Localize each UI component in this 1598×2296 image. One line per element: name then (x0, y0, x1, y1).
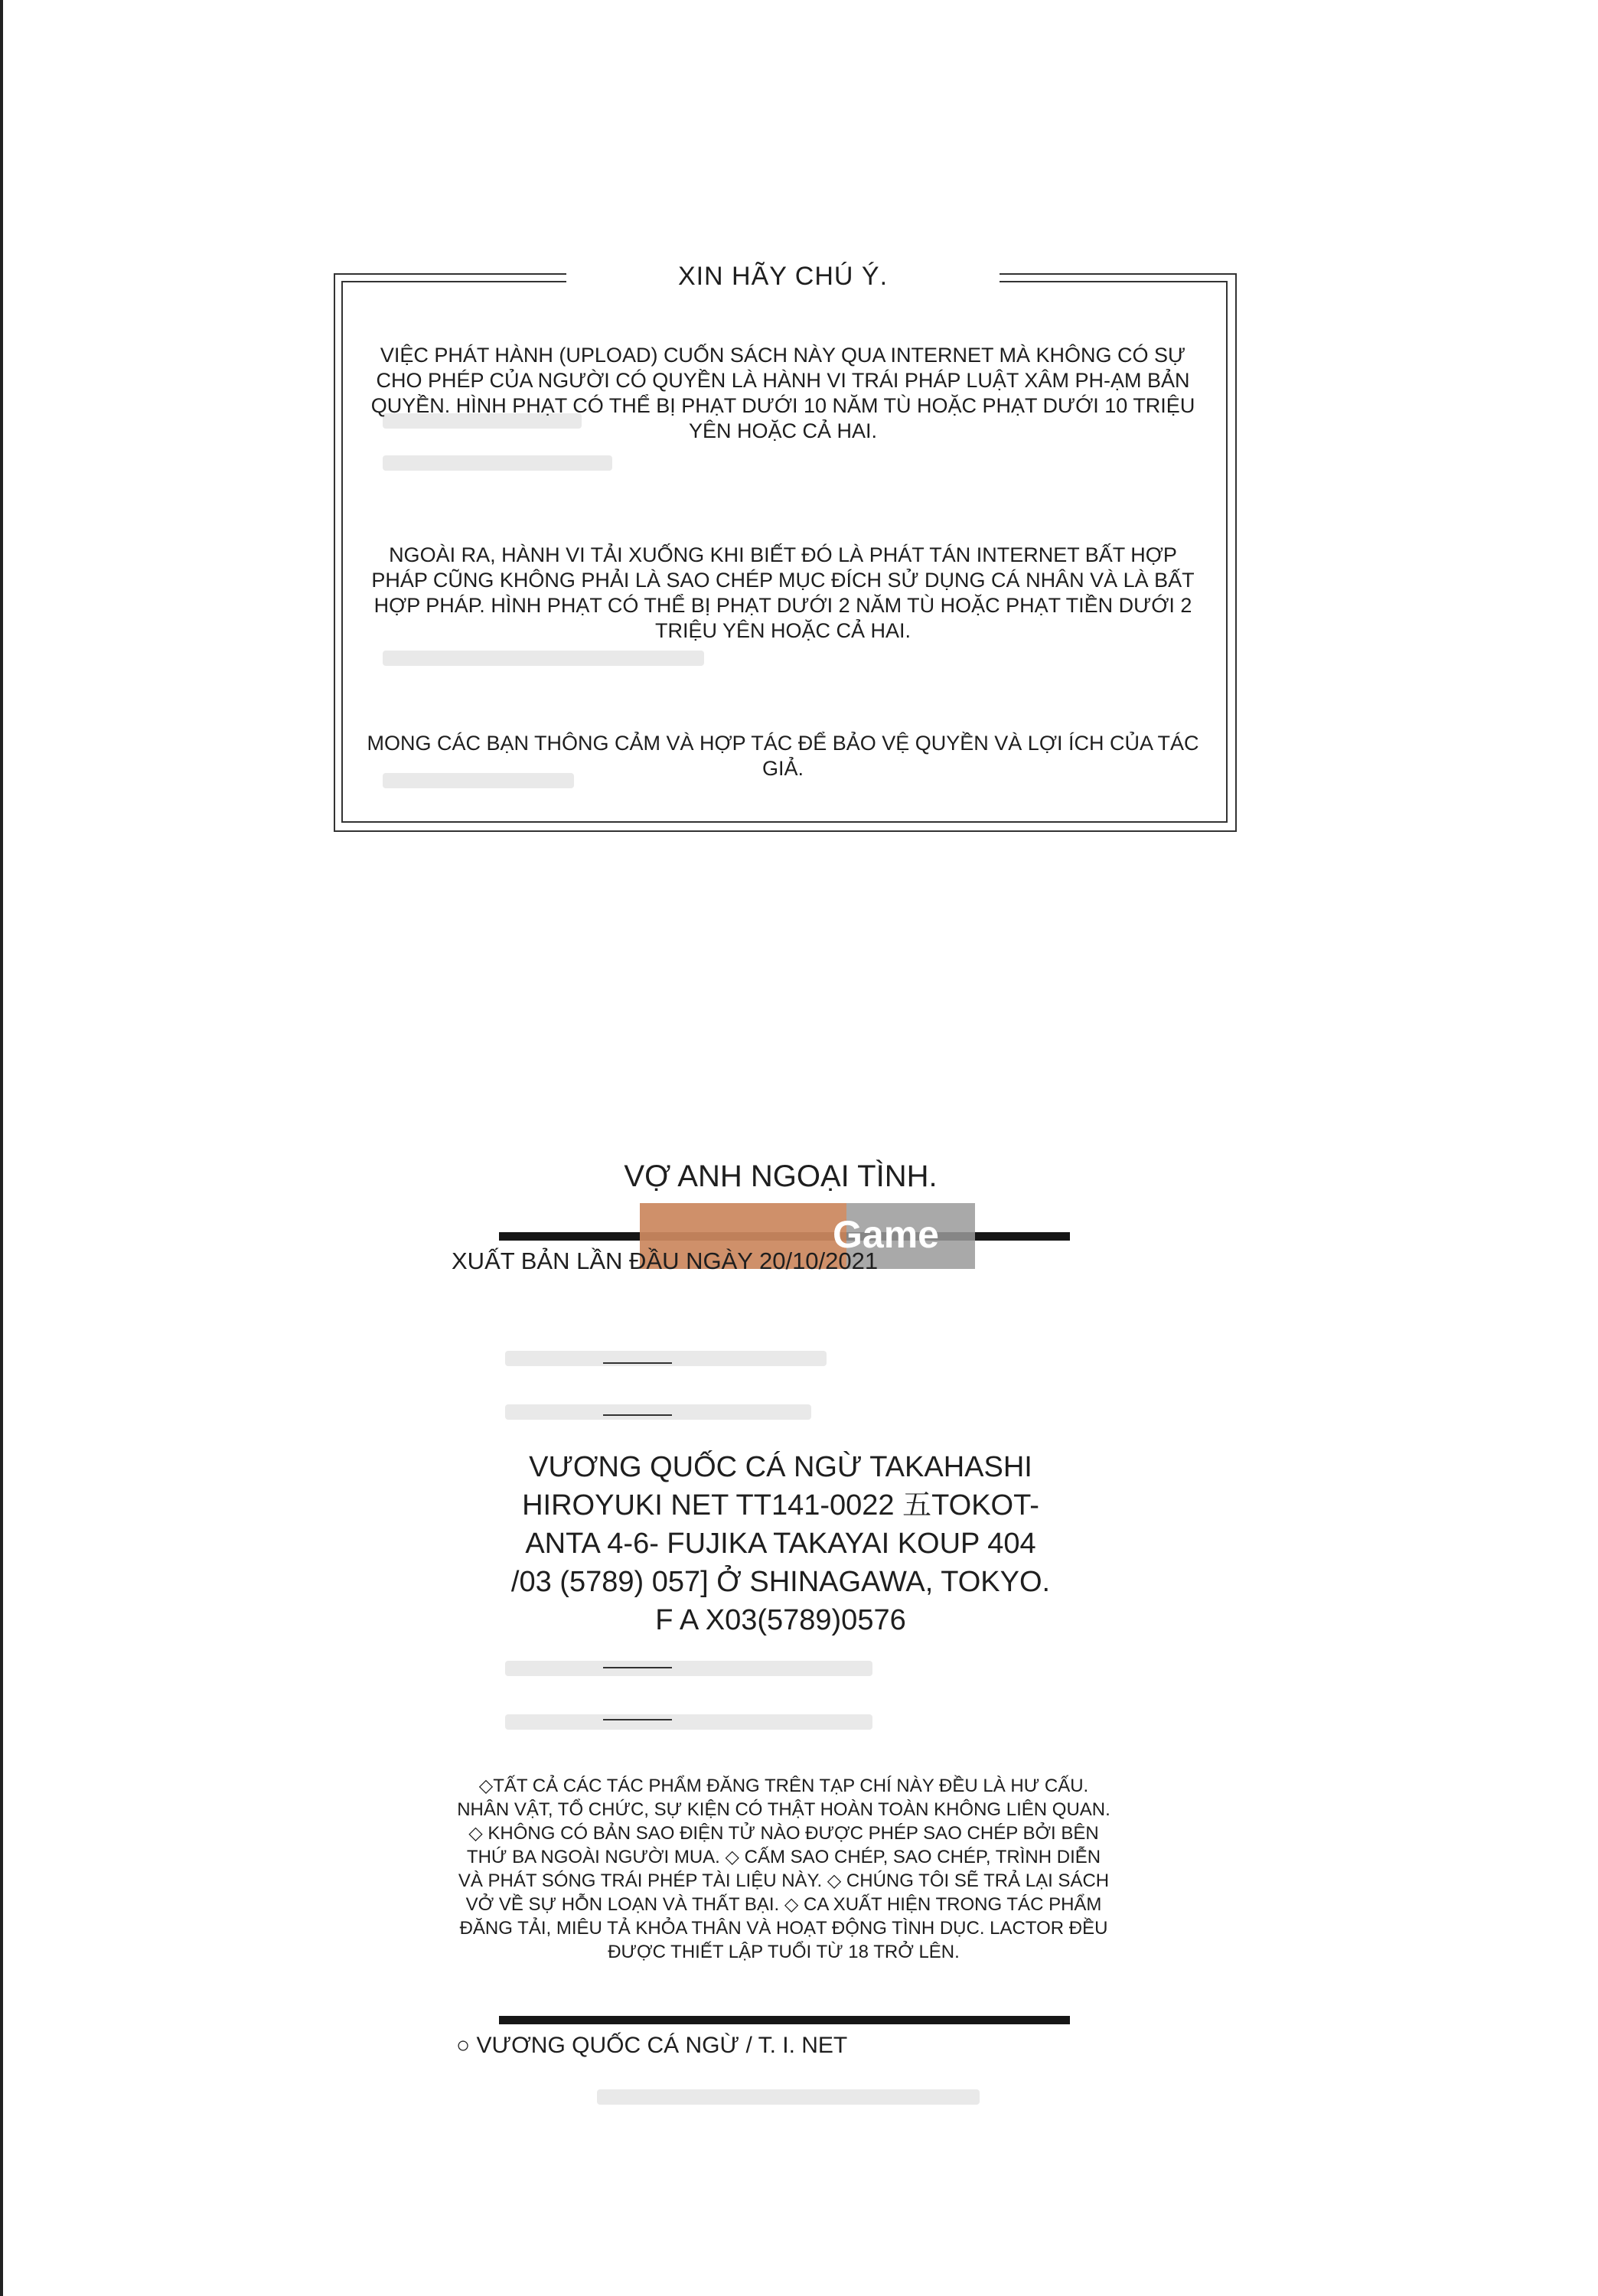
notice-title-plate (566, 257, 1000, 303)
address-line: F A X03(5789)0576 (655, 1604, 906, 1636)
address-line: /03 (5789) 057] Ở SHINAGAWA, TOKYO. (510, 1566, 1051, 1598)
page-edge (0, 0, 3, 2296)
copyright-line: ○ VƯƠNG QUỐC CÁ NGỪ / T. I. NET (456, 2033, 848, 2058)
address-line: ANTA 4-6- FUJIKA TAKAYAI KOUP 404 (525, 1528, 1036, 1560)
book-title: VỢ ANH NGOẠI TÌNH. (624, 1159, 938, 1193)
disclaimer-text: ◇TẤT CẢ CÁC TÁC PHẨM ĐĂNG TRÊN TẠP CHÍ NÀY ĐỀU LÀ HƯ CẤU. NHÂN VẬT, TỔ CHỨC, SỰ KIỆN CÓ THẬT HOÀN TOÀN KHÔNG LIÊN QUAN. ◇ KHÔNG CÓ BẢN SAO ĐIỆN TỬ NÀO ĐƯỢC PHÉP SAO CHÉP BỞI BÊN THỨ BA NGOÀI NGƯỜI MUA. ◇ CẤM SAO CHÉP, SAO CHÉP, TRÌNH DIỄN VÀ PHÁT SÓNG TRÁI PHÉP TÀI LIỆU NÀY. ◇ CHÚNG TÔI SẼ TRẢ LẠI SÁCH VỞ VỀ SỰ HỖN LOẠN VÀ THẤT BẠI. ◇ CA XUẤT HIỆN TRONG TÁC PHẨM ĐĂNG TẢI, MIÊU TẢ KHỎA THÂN VÀ HOẠT ĐỘNG TÌNH DỤC. LACTOR ĐỀU ĐƯỢC THIẾT LẬP TUỔI TỪ 18 TRỞ LÊN. (457, 1776, 1110, 1962)
credit-dash (603, 1362, 672, 1364)
publisher-address (482, 1448, 1079, 1639)
notice-paragraph-cooperation: MONG CÁC BẠN THÔNG CẢM VÀ HỢP TÁC ĐỂ BẢO VỆ QUYỀN VÀ LỢI ÍCH CỦA TÁC GIẢ. (367, 732, 1199, 780)
notice-paragraph-upload: VIỆC PHÁT HÀNH (UPLOAD) CUỐN SÁCH NÀY QUA INTERNET MÀ KHÔNG CÓ SỰ CHO PHÉP CỦA NGƯỜI CÓ QUYỀN LÀ HÀNH VI TRÁI PHÁP LUẬT XÂM PH-ẠM BẢN QUYỀN. HÌNH PHẠT CÓ THỂ BỊ PHẠT DƯỚI 10 NĂM TÙ HOẶC PHẠT DƯỚI 10 TRIỆU YÊN HOẶC CẢ HAI. (370, 344, 1195, 442)
publish-date: XUẤT BẢN LẦN ĐẦU NGÀY 20/10/2021 (452, 1247, 879, 1274)
notice-title: XIN HÃY CHÚ Ý. (677, 262, 889, 291)
bottom-rule (499, 2016, 1070, 2024)
credit-dash (603, 1414, 672, 1416)
show-through-mark (505, 1661, 872, 1676)
show-through-mark (505, 1714, 872, 1730)
notice-paragraph-download: NGOÀI RA, HÀNH VI TẢI XUỐNG KHI BIẾT ĐÓ LÀ PHÁT TÁN INTERNET BẤT HỢP PHÁP CŨNG KHÔNG PHẢI LÀ SAO CHÉP MỤC ĐÍCH SỬ DỤNG CÁ NHÂN VÀ LÀ BẤT HỢP PHÁP. HÌNH PHẠT CÓ THỂ BỊ PHẠT DƯỚI 2 NĂM TÙ HOẶC PHẠT TIỀN DƯỚI 2 TRIỆU YÊN HOẶC CẢ HAI. (371, 543, 1195, 642)
show-through-mark (597, 2089, 980, 2105)
show-through-mark (505, 1404, 811, 1420)
watermark-logo-text: Game (833, 1213, 939, 1256)
address-line: HIROYUKI NET TT141-0022 五TOKOT- (522, 1489, 1039, 1521)
address-line: VƯƠNG QUỐC CÁ NGỪ TAKAHASHI (529, 1451, 1032, 1483)
credit-dash (603, 1667, 672, 1668)
show-through-mark (505, 1351, 827, 1366)
credit-dash (603, 1719, 672, 1720)
